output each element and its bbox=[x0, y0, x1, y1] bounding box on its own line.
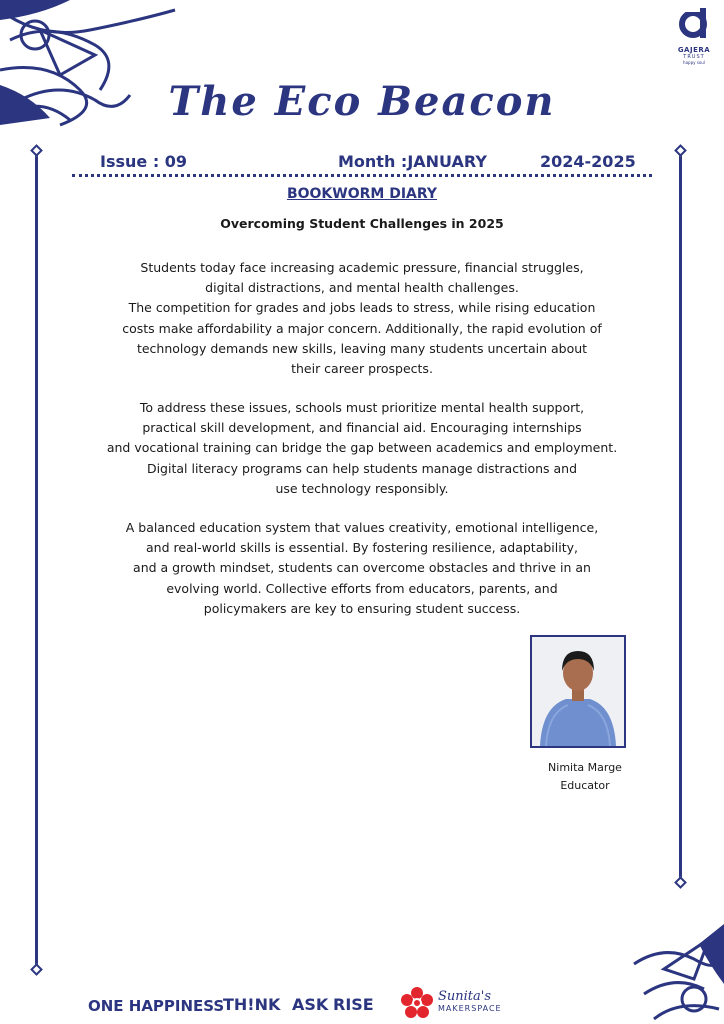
author-name: Nimita Marge bbox=[548, 761, 622, 774]
decorative-corner-bottom-right bbox=[624, 924, 724, 1024]
footer-think: TH!NK bbox=[223, 995, 281, 1014]
diamond-ornament bbox=[674, 144, 687, 157]
right-border-rail bbox=[679, 150, 682, 884]
makerspace-logo bbox=[400, 985, 502, 1021]
article-paragraph-2: To address these issues, schools must prioritize mental health support, practical skill development, and financial aid. Encouraging internships and vocational training can bridge the gap between academics and employment. Digital literacy programs can help students manage distractions and use technology responsibly. bbox=[106, 400, 618, 496]
diamond-ornament bbox=[30, 144, 43, 157]
logo-sub: TRUST bbox=[683, 54, 705, 60]
article-paragraph-3: A balanced education system that values creativity, emotional intelligence, and real-world skills is essential. By fostering resilience, adaptability, and a growth mindset, students can overcome obstacles and thrive in an evolving world. Collective efforts from educators, parents, and policymakers are key to ensuring student success. bbox=[125, 520, 599, 616]
diamond-ornament bbox=[674, 876, 687, 889]
makerspace-sub: MAKERSPACE bbox=[438, 1004, 502, 1013]
gajera-trust-logo bbox=[672, 6, 716, 65]
footer-rise: RISE bbox=[333, 995, 374, 1014]
author-photo bbox=[530, 635, 626, 748]
issue-month: Month :JANUARY bbox=[338, 152, 487, 171]
article-title: Overcoming Student Challenges in 2025 bbox=[220, 216, 504, 231]
footer-one-happiness: ONE HAPPINESS bbox=[88, 997, 225, 1015]
makerspace-name: Sunita's bbox=[438, 989, 492, 1004]
author-portrait-icon bbox=[532, 637, 624, 746]
issue-year: 2024-2025 bbox=[540, 152, 636, 171]
article-paragraph-1: Students today face increasing academic pressure, financial struggles, digital distractions, and mental health challenges. The competition for grades and jobs leads to stress, while rising education costs make affordability a major concern. Additionally, the rapid evolution of technology demands new skills, leaving many students uncertain about their career prospects. bbox=[122, 260, 602, 377]
section-title: BOOKWORM DIARY bbox=[286, 186, 438, 202]
logo-name: GAJERA bbox=[677, 46, 711, 54]
dotted-divider bbox=[72, 174, 652, 177]
logo-mark-icon bbox=[678, 6, 710, 42]
author-role: Educator bbox=[560, 779, 610, 792]
issue-number: Issue : 09 bbox=[100, 152, 188, 171]
flower-icon bbox=[400, 986, 434, 1020]
logo-tagline: happy soul bbox=[683, 60, 705, 65]
diamond-ornament bbox=[30, 963, 43, 976]
newsletter-title: The Eco Beacon bbox=[168, 78, 556, 125]
left-border-rail bbox=[35, 152, 38, 972]
footer-ask: ASK bbox=[292, 995, 329, 1014]
